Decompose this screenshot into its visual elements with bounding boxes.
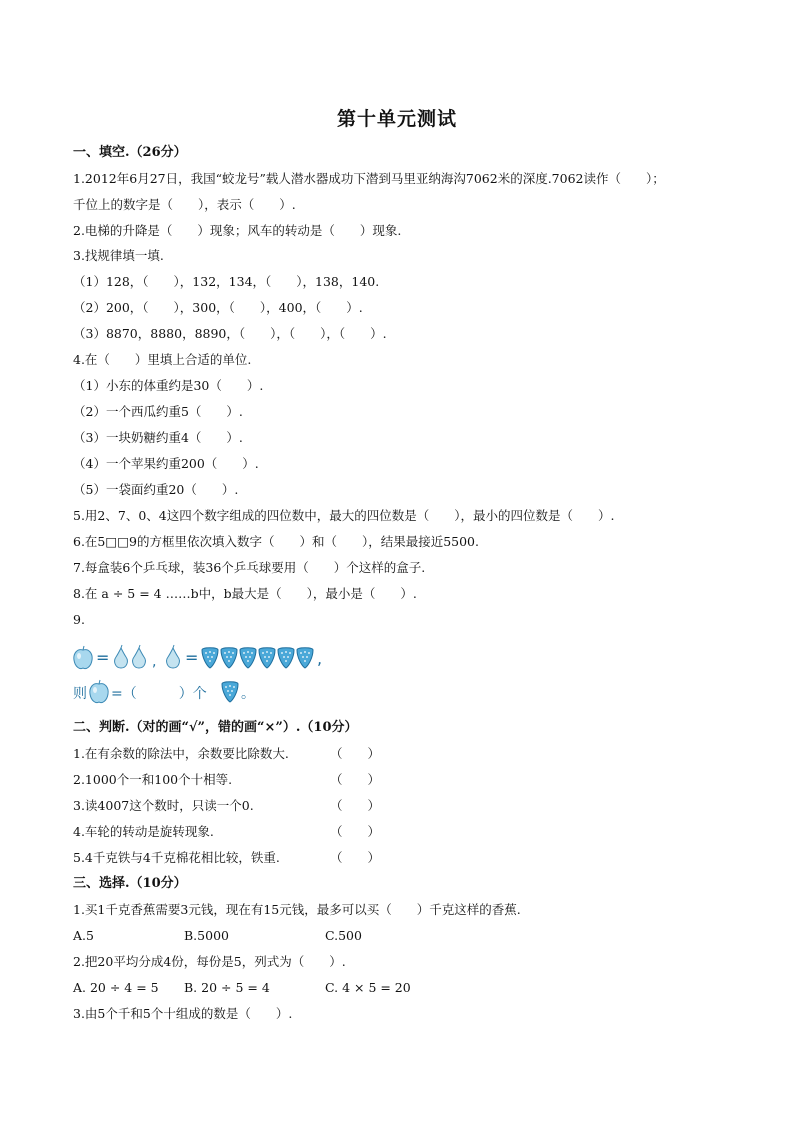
- judge-mark-2: （ ）: [330, 772, 381, 787]
- q9-answer-blank: =（ ）个: [111, 686, 207, 702]
- judge-mark-5: （ ）: [330, 850, 381, 865]
- judge-item-2: 2.1000个一和100个十相等.: [73, 772, 233, 787]
- judge-mark-3: （ ）: [330, 798, 381, 813]
- q5: 5.用2、7、0、4这四个数字组成的四位数中，最大的四位数是（ ），最小的四位数是（ ）.: [73, 508, 615, 523]
- section-fill-heading: 一、填空.（26分）: [73, 145, 187, 160]
- q7: 7.每盒装6个乒乓球，装36个乒乓球要用（ ）个这样的盒子.: [73, 560, 426, 575]
- strawberry-icon: [259, 648, 275, 668]
- section-choice-heading: 三、选择.（10分）: [73, 876, 187, 891]
- choice-q1-option-b: B.5000: [184, 928, 229, 943]
- q6: 6.在5□□9的方框里依次填入数字（ ）和（ ），结果最接近5500.: [73, 534, 479, 549]
- q3-3: （3）8870，8880，8890，（ ），（ ），（ ）.: [73, 326, 387, 341]
- choice-q3: 3.由5个千和5个十组成的数是（ ）.: [73, 1006, 293, 1021]
- page-title: 第十单元测试: [336, 108, 457, 130]
- choice-q2-option-b: B. 20 ÷ 5 = 4: [184, 980, 270, 995]
- strawberry-icon: [297, 648, 313, 668]
- strawberry-icon: [222, 682, 238, 702]
- q9-then-label: 则: [73, 686, 87, 702]
- judge-mark-4: （ ）: [330, 824, 381, 839]
- choice-q2: 2.把20平均分成4份，每份是5，列式为（ ）.: [73, 954, 346, 969]
- q3-1: （1）128，（ ），132，134，（ ），138，140.: [73, 274, 380, 289]
- q3: 3.找规律填一填.: [73, 248, 164, 263]
- pear-icon: [115, 645, 128, 668]
- choice-q1-option-c: C.500: [325, 928, 362, 943]
- q1-line-b: 千位上的数字是（ ），表示（ ）.: [73, 197, 296, 212]
- choice-q2-option-c: C. 4 × 5 = 20: [325, 980, 411, 995]
- q9-period: 。: [241, 686, 255, 702]
- strawberry-icon: [278, 648, 294, 668]
- judge-item-4: 4.车轮的转动是旋转现象.: [73, 824, 214, 839]
- judge-item-3: 3.读4007这个数时，只读一个0.: [73, 798, 254, 813]
- judge-item-5: 5.4千克铁与4千克棉花相比较，铁重.: [73, 850, 280, 865]
- strawberry-icon: [240, 648, 256, 668]
- strawberry-icon: [221, 648, 237, 668]
- q4-5: （5）一袋面约重20（ ）.: [73, 482, 239, 497]
- q2: 2.电梯的升降是（ ）现象；风车的转动是（ ）现象.: [73, 223, 402, 238]
- comma-2: ,: [317, 649, 323, 668]
- comma-1: ,: [152, 654, 157, 670]
- strawberry-icon: [202, 648, 218, 668]
- equals-sign-1: =: [96, 648, 110, 667]
- apple-icon: [90, 680, 108, 703]
- judge-mark-1: （ ）: [330, 746, 381, 761]
- q4-4: （4）一个苹果约重200（ ）.: [73, 456, 259, 471]
- equals-sign-2: =: [185, 648, 199, 667]
- q4: 4.在（ ）里填上合适的单位.: [73, 352, 252, 367]
- apple-icon: [74, 646, 92, 669]
- choice-q2-option-a: A. 20 ÷ 4 = 5: [73, 980, 159, 995]
- q1-line-a: 1.2012年6月27日，我国“蛟龙号”载人潜水器成功下潜到马里亚纳海沟7062米的深度.7062读作（ ）；: [73, 171, 665, 186]
- q4-2: （2）一个西瓜约重5（ ）.: [73, 404, 243, 419]
- choice-q1: 1.买1千克香蕉需要3元钱，现在有15元钱，最多可以买（ ）千克这样的香蕉.: [73, 902, 521, 917]
- q9: 9.: [73, 612, 85, 627]
- q9-figure-svg: [73, 640, 353, 710]
- q3-2: （2）200，（ ），300，（ ），400，（ ）.: [73, 300, 363, 315]
- q8: 8.在 a ÷ 5 = 4 ……b中，b最大是（ ），最小是（ ）.: [73, 586, 417, 601]
- q9-figure: [73, 640, 353, 710]
- section-judge-heading: 二、判断.（对的画“√”，错的画“×”）.（10分）: [73, 720, 358, 735]
- q4-1: （1）小东的体重约是30（ ）.: [73, 378, 264, 393]
- judge-item-1: 1.在有余数的除法中，余数要比除数大.: [73, 746, 289, 761]
- choice-q1-option-a: A.5: [73, 928, 94, 943]
- q4-3: （3）一块奶糖约重4（ ）.: [73, 430, 243, 445]
- pear-icon: [133, 645, 146, 668]
- pear-icon: [167, 645, 180, 668]
